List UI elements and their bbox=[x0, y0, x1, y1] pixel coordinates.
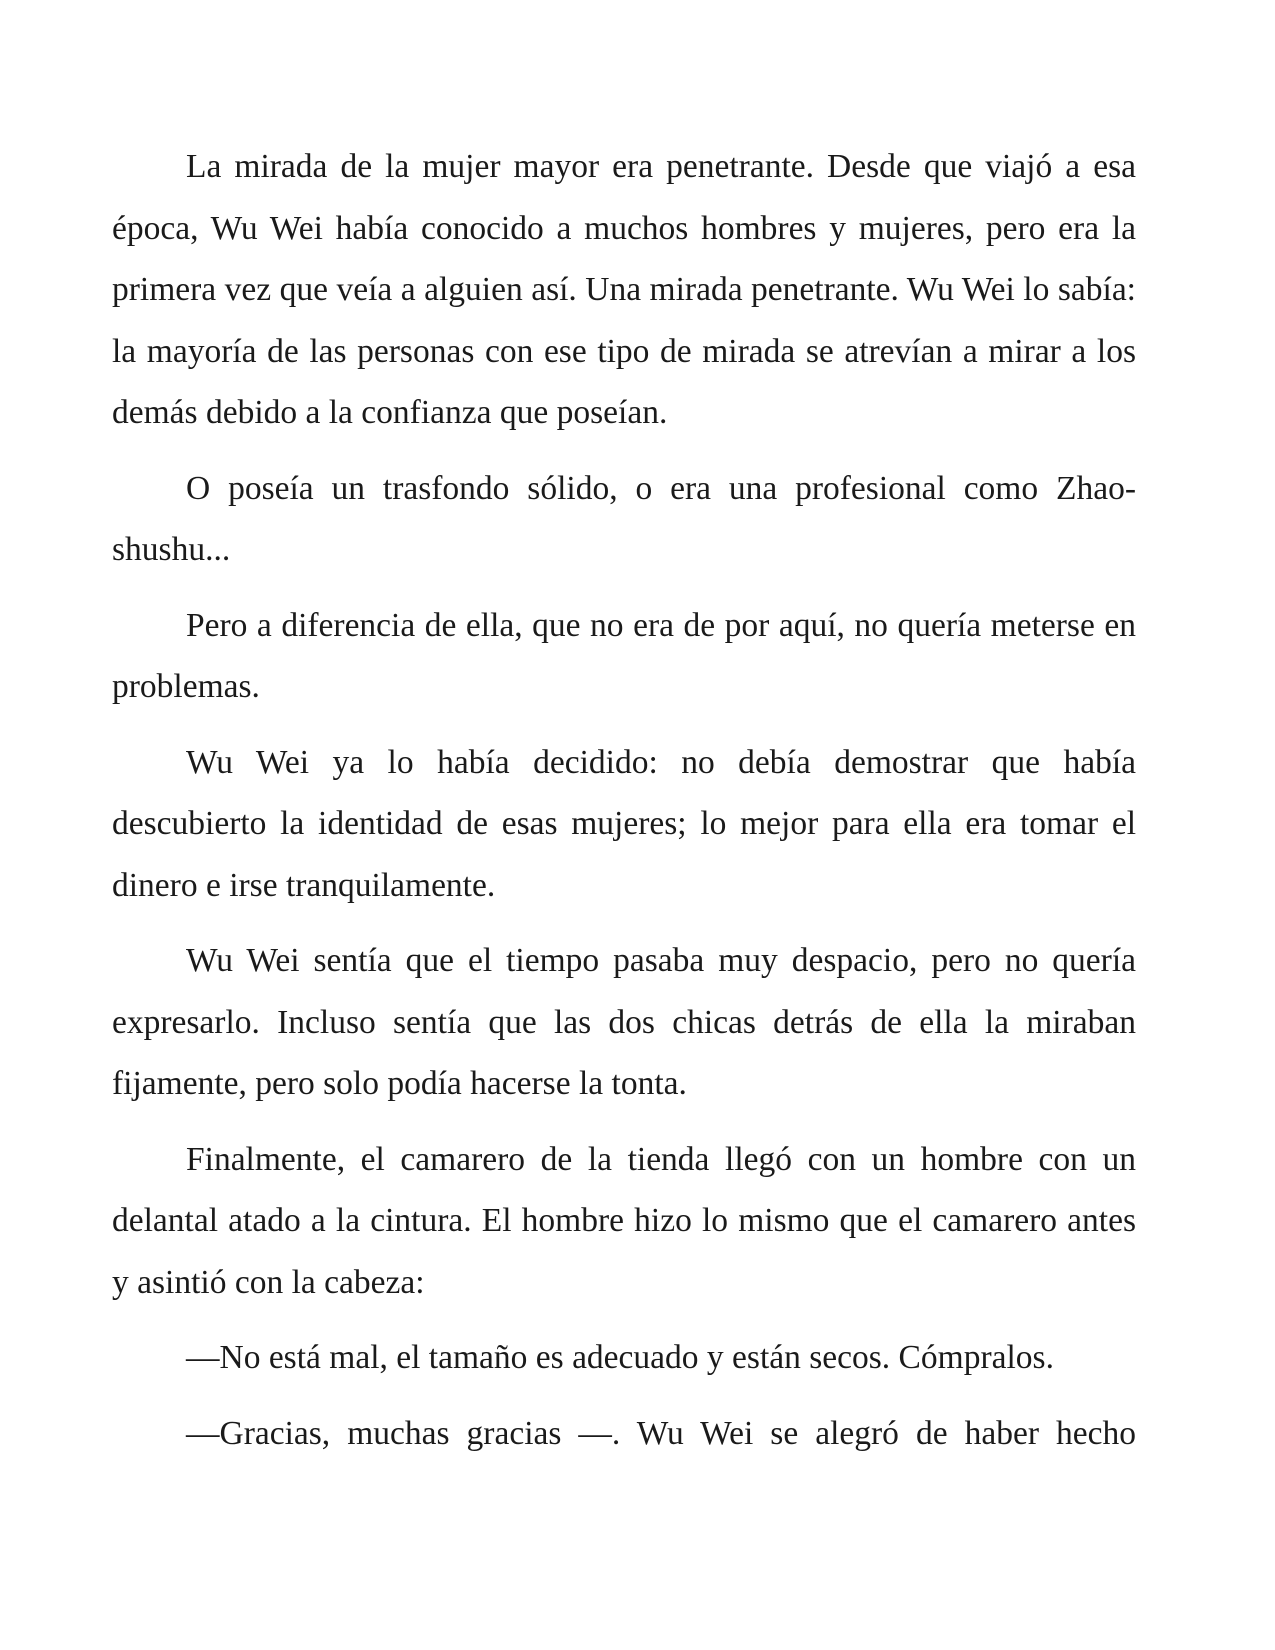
paragraph-6: Finalmente, el camarero de la tienda llegó con un hombre con un delantal atado a la cintura. El hombre hizo lo mismo que el camarero antes y asintió con la cabeza: bbox=[112, 1140, 1136, 1301]
paragraph-8: —Gracias, muchas gracias —. Wu Wei se alegró de haber hecho bbox=[186, 1414, 1136, 1452]
paragraph-2: O poseía un trasfondo sólido, o era una profesional como Zhao-shushu... bbox=[112, 469, 1136, 568]
paragraph-1: La mirada de la mujer mayor era penetrante. Desde que viajó a esa época, Wu Wei había conocido a muchos hombres y mujeres, pero era la primera vez que veía a alguien así. Una mirada penetrante. Wu Wei lo sabía: la mayoría de las personas con ese tipo de mirada se atrevían a mirar a los demás debido a la confianza que poseían. bbox=[112, 148, 1136, 431]
document-page bbox=[112, 136, 1136, 1478]
paragraph-4: Wu Wei ya lo había decidido: no debía demostrar que había descubierto la identidad de esas mujeres; lo mejor para ella era tomar el dinero e irse tranquilamente. bbox=[112, 743, 1136, 904]
paragraph-7: —No está mal, el tamaño es adecuado y están secos. Cómpralos. bbox=[186, 1339, 1054, 1376]
paragraph-5: Wu Wei sentía que el tiempo pasaba muy despacio, pero no quería expresarlo. Incluso sentía que las dos chicas detrás de ella la miraban fijamente, pero solo podía hacerse la tonta. bbox=[112, 942, 1136, 1102]
paragraph-3: Pero a diferencia de ella, que no era de por aquí, no quería meterse en problemas. bbox=[112, 606, 1136, 705]
